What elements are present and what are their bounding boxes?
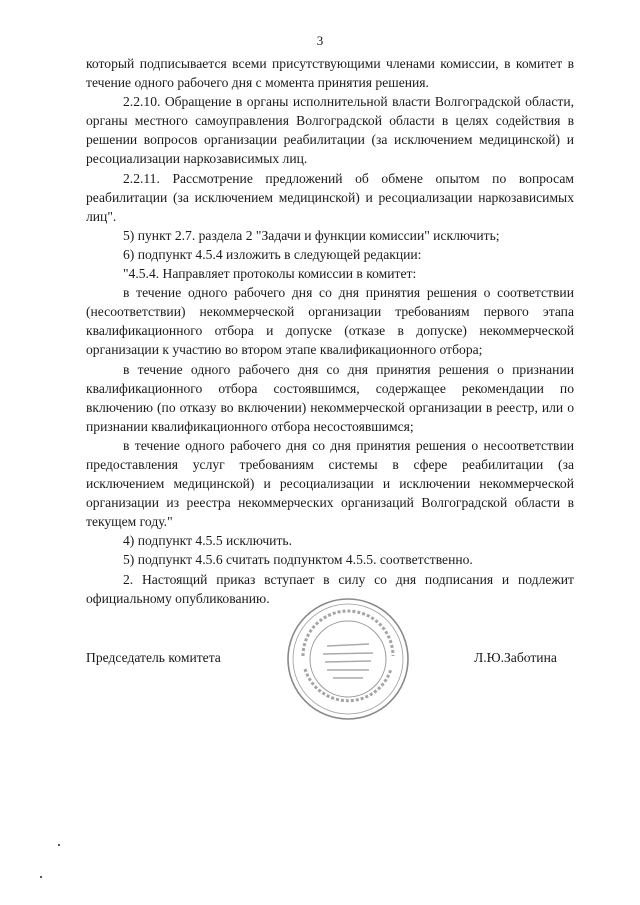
scan-speck: [58, 844, 60, 846]
paragraph: в течение одного рабочего дня со дня принятия решения о соответствии (несоответствии) некоммерческой организации требованиям первого этапа квалификационного отбора и допуске (отказе в допуске) некоммерческой организации к участию во втором этапе квалификационного отбора;: [86, 285, 574, 358]
paragraph: в течение одного рабочего дня со дня принятия решения о несоответствии предоставления услуг требованиям системы в сфере реабилитации (за исключением медицинской) и ресоциализации и исключении некоммерческой организации из реестра некоммерческих организаций Волгоградской области в текущем году.": [86, 437, 574, 530]
paragraph: 6) подпункт 4.5.4 изложить в следующей редакции:: [123, 246, 422, 262]
page-number: 3: [316, 33, 324, 48]
paragraph: который подписывается всеми присутствующими членами комиссии, в комитет в течение одного рабочего дня с момента принятия решения.: [86, 56, 574, 91]
official-seal-icon: [283, 594, 413, 724]
paragraph: в течение одного рабочего дня со дня принятия решения о признании квалификационного отбора состоявшимся, содержащее рекомендации по включению (по отказу во включении) некоммерческой организации в реестр, или о признании квалификационного отбора несостоявшимся;: [86, 361, 574, 434]
paragraph: "4.5.4. Направляет протоколы комиссии в комитет:: [123, 266, 417, 282]
paragraph: 2.2.10. Обращение в органы исполнительной власти Волгоградской области, органы местного самоуправления Волгоградской области в целях содействия в решении вопросов организации реабилитации (за исключением медицинской) и ресоциализации наркозависимых лиц.: [86, 94, 574, 167]
signature-title: Председатель комитета: [86, 650, 221, 665]
paragraph: 5) подпункт 4.5.6 считать подпунктом 4.5.5. соответственно.: [123, 552, 473, 568]
paragraph: 2.2.11. Рассмотрение предложений об обмене опытом по вопросам реабилитации (за исключением медицинской) и ресоциализации наркозависимых лиц".: [86, 170, 574, 224]
signature-name: Л.Ю.Заботина: [474, 650, 557, 665]
paragraph: 2. Настоящий приказ вступает в силу со дня подписания и подлежит официальному опубликованию.: [86, 571, 574, 606]
paragraph: 4) подпункт 4.5.5 исключить.: [123, 533, 292, 549]
document-body: [86, 54, 574, 608]
paragraph: 5) пункт 2.7. раздела 2 "Задачи и функции комиссии" исключить;: [123, 227, 500, 243]
scan-speck: [40, 876, 42, 878]
